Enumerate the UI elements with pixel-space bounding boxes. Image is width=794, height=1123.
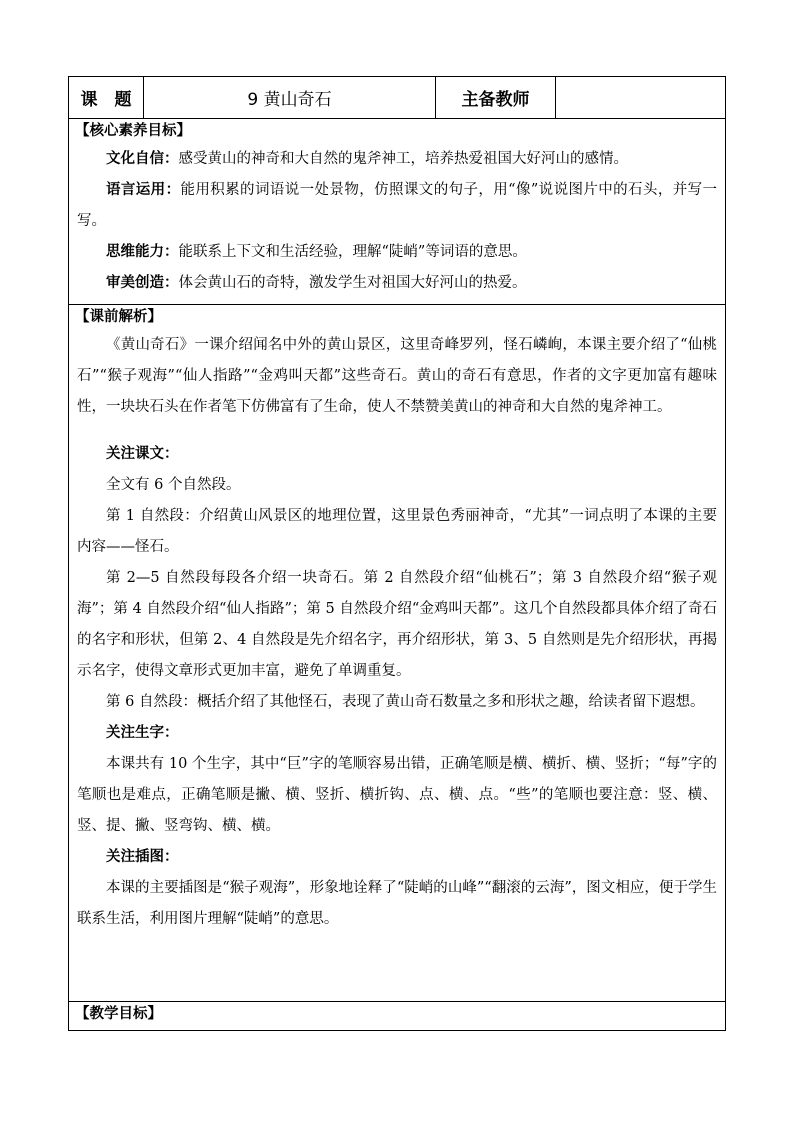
goal-item [77,175,717,237]
analysis-intro: 《黄山奇石》一课介绍闻名中外的黄山景区，这里奇峰罗列，怪石嶙峋，本课主要介绍了“仙桃石”“猴子观海”“仙人指路”“金鸡叫天都”这些奇石。黄山的奇石有意思，作者的文字更加富有趣味性，一块块石头在作者笔下仿佛富有了生命，使人不禁赞美黄山的神奇和大自然的鬼斧神工。 [77,337,717,415]
text-paragraph: 全文有 6 个自然段。 [106,477,241,493]
text-paragraph: 第 2—5 自然段每段各介绍一块奇石。第 2 自然段介绍“仙桃石”；第 3 自然段介绍“猴子观海”；第 4 自然段介绍“仙人指路”；第 5 自然段介绍“金鸡叫天都”。这几个自然段都具体介绍了奇石的名字和形状，但第 2、4 自然段是先介绍名字，再介绍形状，第 3、5 自然则是先介绍形状，再揭示名字，使得文章形式更加丰富，避免了单调重复。 [77,570,717,679]
text-paragraph: 第 1 自然段：介绍黄山风景区的地理位置，这里景色秀丽神奇，“尤其”一词点明了本课的主要内容——怪石。 [77,508,717,555]
goal-text: 体会黄山石的奇特，激发学生对祖国大好河山的热爱。 [178,275,527,291]
goal-item [77,237,717,268]
analysis-title: 【课前解析】 [75,309,162,325]
goal-item [77,144,717,175]
chars-paragraph: 本课共有 10 个生字，其中“巨”字的笔顺容易出错，正确笔顺是横、横折、横、竖折；“每”字的笔顺也是难点，正确笔顺是撇、横、竖折、横折钩、点、横、点。“些”的笔顺也要注意：竖、横、竖、提、撇、竖弯钩、横、横。 [77,756,717,834]
pics-heading: 关注插图： [106,849,179,865]
goal-label: 语言运用： [106,182,181,198]
lesson-plan-table [68,76,726,1031]
text-paragraph: 第 6 自然段：概括介绍了其他怪石，表现了黄山奇石数量之多和形状之趣，给读者留下遐想。 [106,694,705,710]
core-goals-section [69,119,725,305]
goal-label: 审美创造： [106,275,179,291]
spacer [77,423,717,439]
pics-paragraph: 本课的主要插图是“猴子观海”，形象地诠释了“陡峭的山峰”“翻滚的云海”，图文相应，便于学生联系生活，利用图片理解“陡峭”的意思。 [77,880,717,927]
topic-value: 9 黄山奇石 [144,77,436,118]
pre-lesson-analysis-section [69,305,725,1002]
teacher-value [556,77,725,118]
text-heading: 关注课文： [106,446,179,462]
goal-label: 思维能力： [106,244,179,260]
goal-label: 文化自信： [106,151,179,167]
goal-text: 感受黄山的神奇和大自然的鬼斧神工，培养热爱祖国大好河山的感情。 [178,151,628,167]
objectives-title: 【教学目标】 [75,1006,162,1022]
header-row [69,77,725,119]
goal-item [77,268,717,299]
goal-text: 能用积累的词语说一处景物，仿照课文的句子，用“像”说说图片中的石头，并写一写。 [77,182,718,229]
chars-heading: 关注生字： [106,725,179,741]
goal-text: 能联系上下文和生活经验，理解“陡峭”等词语的意思。 [178,244,527,260]
core-goals-title: 【核心素养目标】 [75,123,191,139]
topic-label: 课 题 [69,77,144,118]
teacher-label: 主备教师 [436,77,556,118]
teaching-objectives-section [69,1002,725,1030]
